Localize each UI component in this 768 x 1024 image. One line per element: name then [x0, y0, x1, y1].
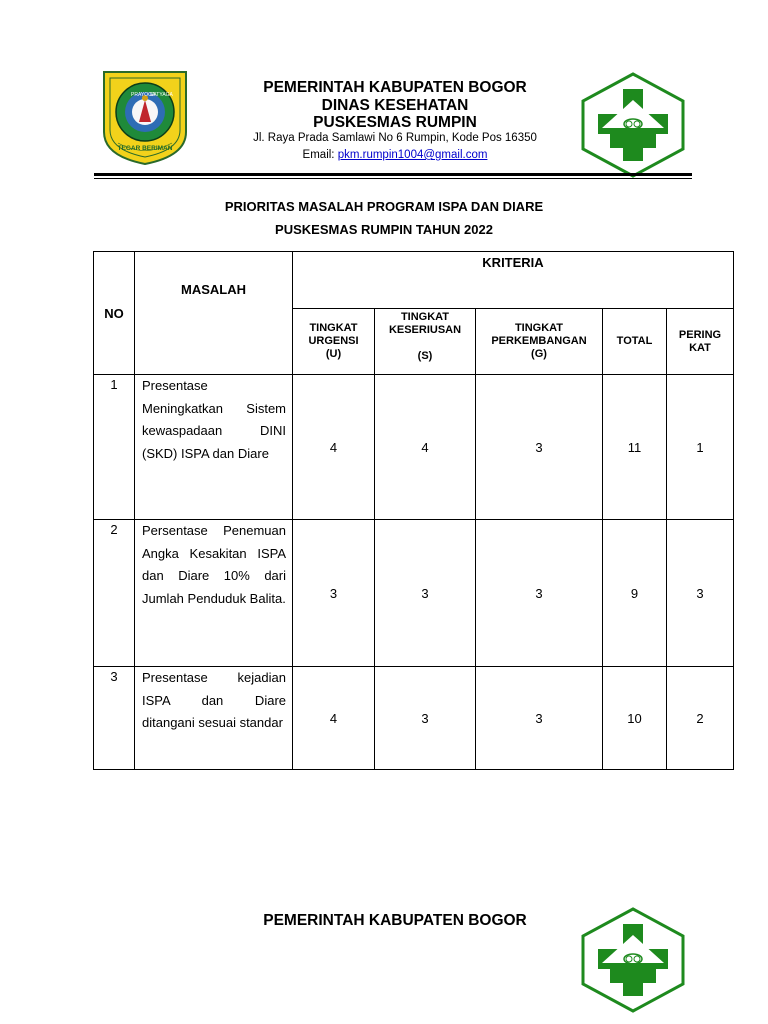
table-row [94, 667, 734, 770]
row-keseriusan: 3 [375, 667, 476, 770]
next-page-letterhead: PEMERINTAH KABUPATEN BOGOR [263, 912, 527, 929]
header-masalah: MASALAH [135, 252, 293, 375]
document-subtitle: PUSKESMAS RUMPIN TAHUN 2022 [275, 222, 493, 237]
row-peringkat: 2 [667, 667, 734, 770]
puskesmas-logo [580, 72, 686, 178]
email-link[interactable]: pkm.rumpin1004@gmail.com [337, 149, 488, 161]
table-row [94, 520, 734, 667]
header-perkembangan-line2: PERKEMBANGAN [491, 335, 587, 347]
row-no: 2 [94, 520, 135, 667]
header-peringkat [667, 309, 734, 375]
row-perkembangan: 3 [476, 375, 603, 520]
kabupaten-bogor-logo [100, 70, 190, 166]
logo-right-text: SATYAGA [150, 92, 173, 98]
letterhead-line-2: DINAS KESEHATAN [321, 97, 469, 114]
header-keseriusan-line3: (S) [417, 350, 433, 362]
row-peringkat: 1 [667, 375, 734, 520]
letterhead-address: Jl. Raya Prada Samlawi No 6 Rumpin, Kode Pos 16350 [253, 132, 537, 144]
header-urgensi-line2: URGENSI [308, 335, 359, 347]
header-peringkat-line1: PERING [678, 328, 722, 341]
row-keseriusan: 3 [375, 520, 476, 667]
row-masalah: Presentase kejadian ISPA dan Diare ditangani sesuai standar [135, 667, 293, 770]
email-label: Email: [302, 149, 338, 161]
header-urgensi-line3: (U) [325, 348, 342, 360]
logo-motto: TEGAR BERIMAN [117, 145, 173, 152]
row-masalah: Persentase Penemuan Angka Kesakitan ISPA dan Diare 10% dari Jumlah Penduduk Balita. [135, 520, 293, 667]
header-urgensi [293, 309, 375, 375]
row-no: 3 [94, 667, 135, 770]
priority-table [93, 251, 734, 770]
row-total: 9 [603, 520, 667, 667]
header-total: TOTAL [603, 309, 667, 375]
document-title: PRIORITAS MASALAH PROGRAM ISPA DAN DIARE [224, 199, 544, 214]
header-no: NO [94, 252, 135, 375]
puskesmas-logo-next-page [580, 907, 686, 1013]
row-no: 1 [94, 375, 135, 520]
logo-top-text: PRAYOGA [131, 92, 156, 98]
header-perkembangan [476, 309, 603, 375]
row-total: 11 [603, 375, 667, 520]
header-peringkat-line2: KAT [689, 341, 711, 354]
row-urgensi: 4 [293, 375, 375, 520]
row-perkembangan: 3 [476, 667, 603, 770]
row-keseriusan: 4 [375, 375, 476, 520]
row-masalah: Presentase Meningkatkan Sistem kewaspadaan DINI (SKD) ISPA dan Diare [135, 375, 293, 520]
header-kriteria: KRITERIA [293, 252, 734, 309]
header-keseriusan [375, 309, 476, 375]
row-urgensi: 3 [293, 520, 375, 667]
letterhead-line-1: PEMERINTAH KABUPATEN BOGOR [263, 79, 527, 96]
row-peringkat: 3 [667, 520, 734, 667]
letterhead-rule-thick [94, 173, 692, 176]
row-urgensi: 4 [293, 667, 375, 770]
letterhead-email-line [190, 148, 600, 162]
row-perkembangan: 3 [476, 520, 603, 667]
header-keseriusan-line2: KESERIUSAN [388, 324, 462, 336]
header-urgensi-line1: TINGKAT [309, 322, 358, 334]
letterhead-rule-thin [94, 178, 692, 179]
letterhead-line-3: PUSKESMAS RUMPIN [313, 114, 477, 131]
header-perkembangan-line1: TINGKAT [514, 322, 564, 334]
table-row [94, 375, 734, 520]
row-total: 10 [603, 667, 667, 770]
header-keseriusan-line1: TINGKAT [400, 311, 450, 323]
header-perkembangan-line3: (G) [531, 348, 547, 360]
